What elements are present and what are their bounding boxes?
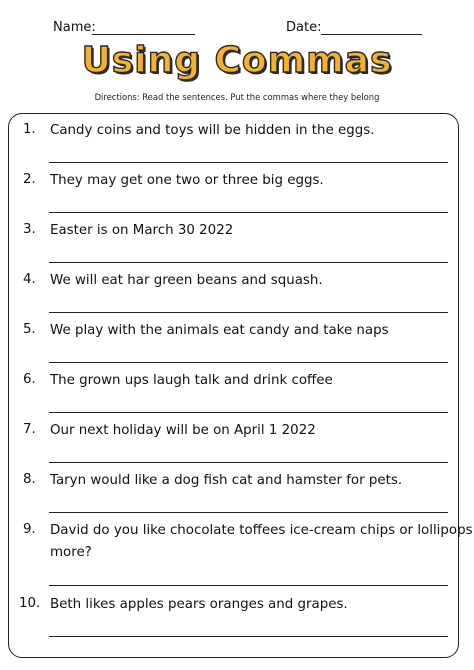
item-sentence: They may get one two or three big eggs. (50, 173, 324, 188)
answer-line[interactable] (49, 312, 448, 313)
item-number: 7. (23, 422, 36, 437)
item-sentence: David do you like chocolate toffees ice-cream chips or lollipops (50, 523, 473, 538)
item-number: 3. (23, 222, 36, 237)
answer-line[interactable] (49, 262, 448, 263)
item-sentence: Beth likes apples pears oranges and grapes. (50, 597, 348, 612)
answer-line[interactable] (49, 585, 448, 586)
item-number: 10. (19, 596, 41, 611)
answer-line[interactable] (49, 462, 448, 463)
item-number: 1. (23, 122, 36, 137)
item-sentence-continued: more? (50, 545, 92, 560)
item-sentence: Easter is on March 30 2022 (50, 223, 234, 238)
item-number: 8. (23, 472, 36, 487)
answer-line[interactable] (49, 212, 448, 213)
name-label: Name: (53, 20, 96, 35)
name-date-header (0, 18, 474, 38)
answer-line[interactable] (49, 636, 448, 637)
item-number: 6. (23, 372, 36, 387)
date-field[interactable] (321, 34, 422, 35)
answer-line[interactable] (49, 412, 448, 413)
item-number: 4. (23, 272, 36, 287)
directions-text: Directions: Read the sentences. Put the commas where they belong (94, 92, 380, 102)
item-sentence: Our next holiday will be on April 1 2022 (50, 423, 316, 438)
item-sentence: The grown ups laugh talk and drink coffee (50, 373, 333, 388)
answer-line[interactable] (49, 512, 448, 513)
item-sentence: Taryn would like a dog fish cat and hamster for pets. (50, 473, 403, 488)
item-sentence: We will eat har green beans and squash. (50, 273, 323, 288)
answer-line[interactable] (49, 362, 448, 363)
item-number: 9. (23, 522, 36, 537)
item-number: 2. (23, 172, 36, 187)
item-sentence: Candy coins and toys will be hidden in the eggs. (50, 123, 375, 138)
item-sentence: We play with the animals eat candy and take naps (50, 323, 389, 338)
page-title: Using Commas (81, 40, 393, 81)
answer-line[interactable] (49, 162, 448, 163)
name-field[interactable] (92, 34, 195, 35)
item-number: 5. (23, 322, 36, 337)
exercise-sheet (8, 113, 473, 658)
date-label: Date: (286, 20, 322, 35)
